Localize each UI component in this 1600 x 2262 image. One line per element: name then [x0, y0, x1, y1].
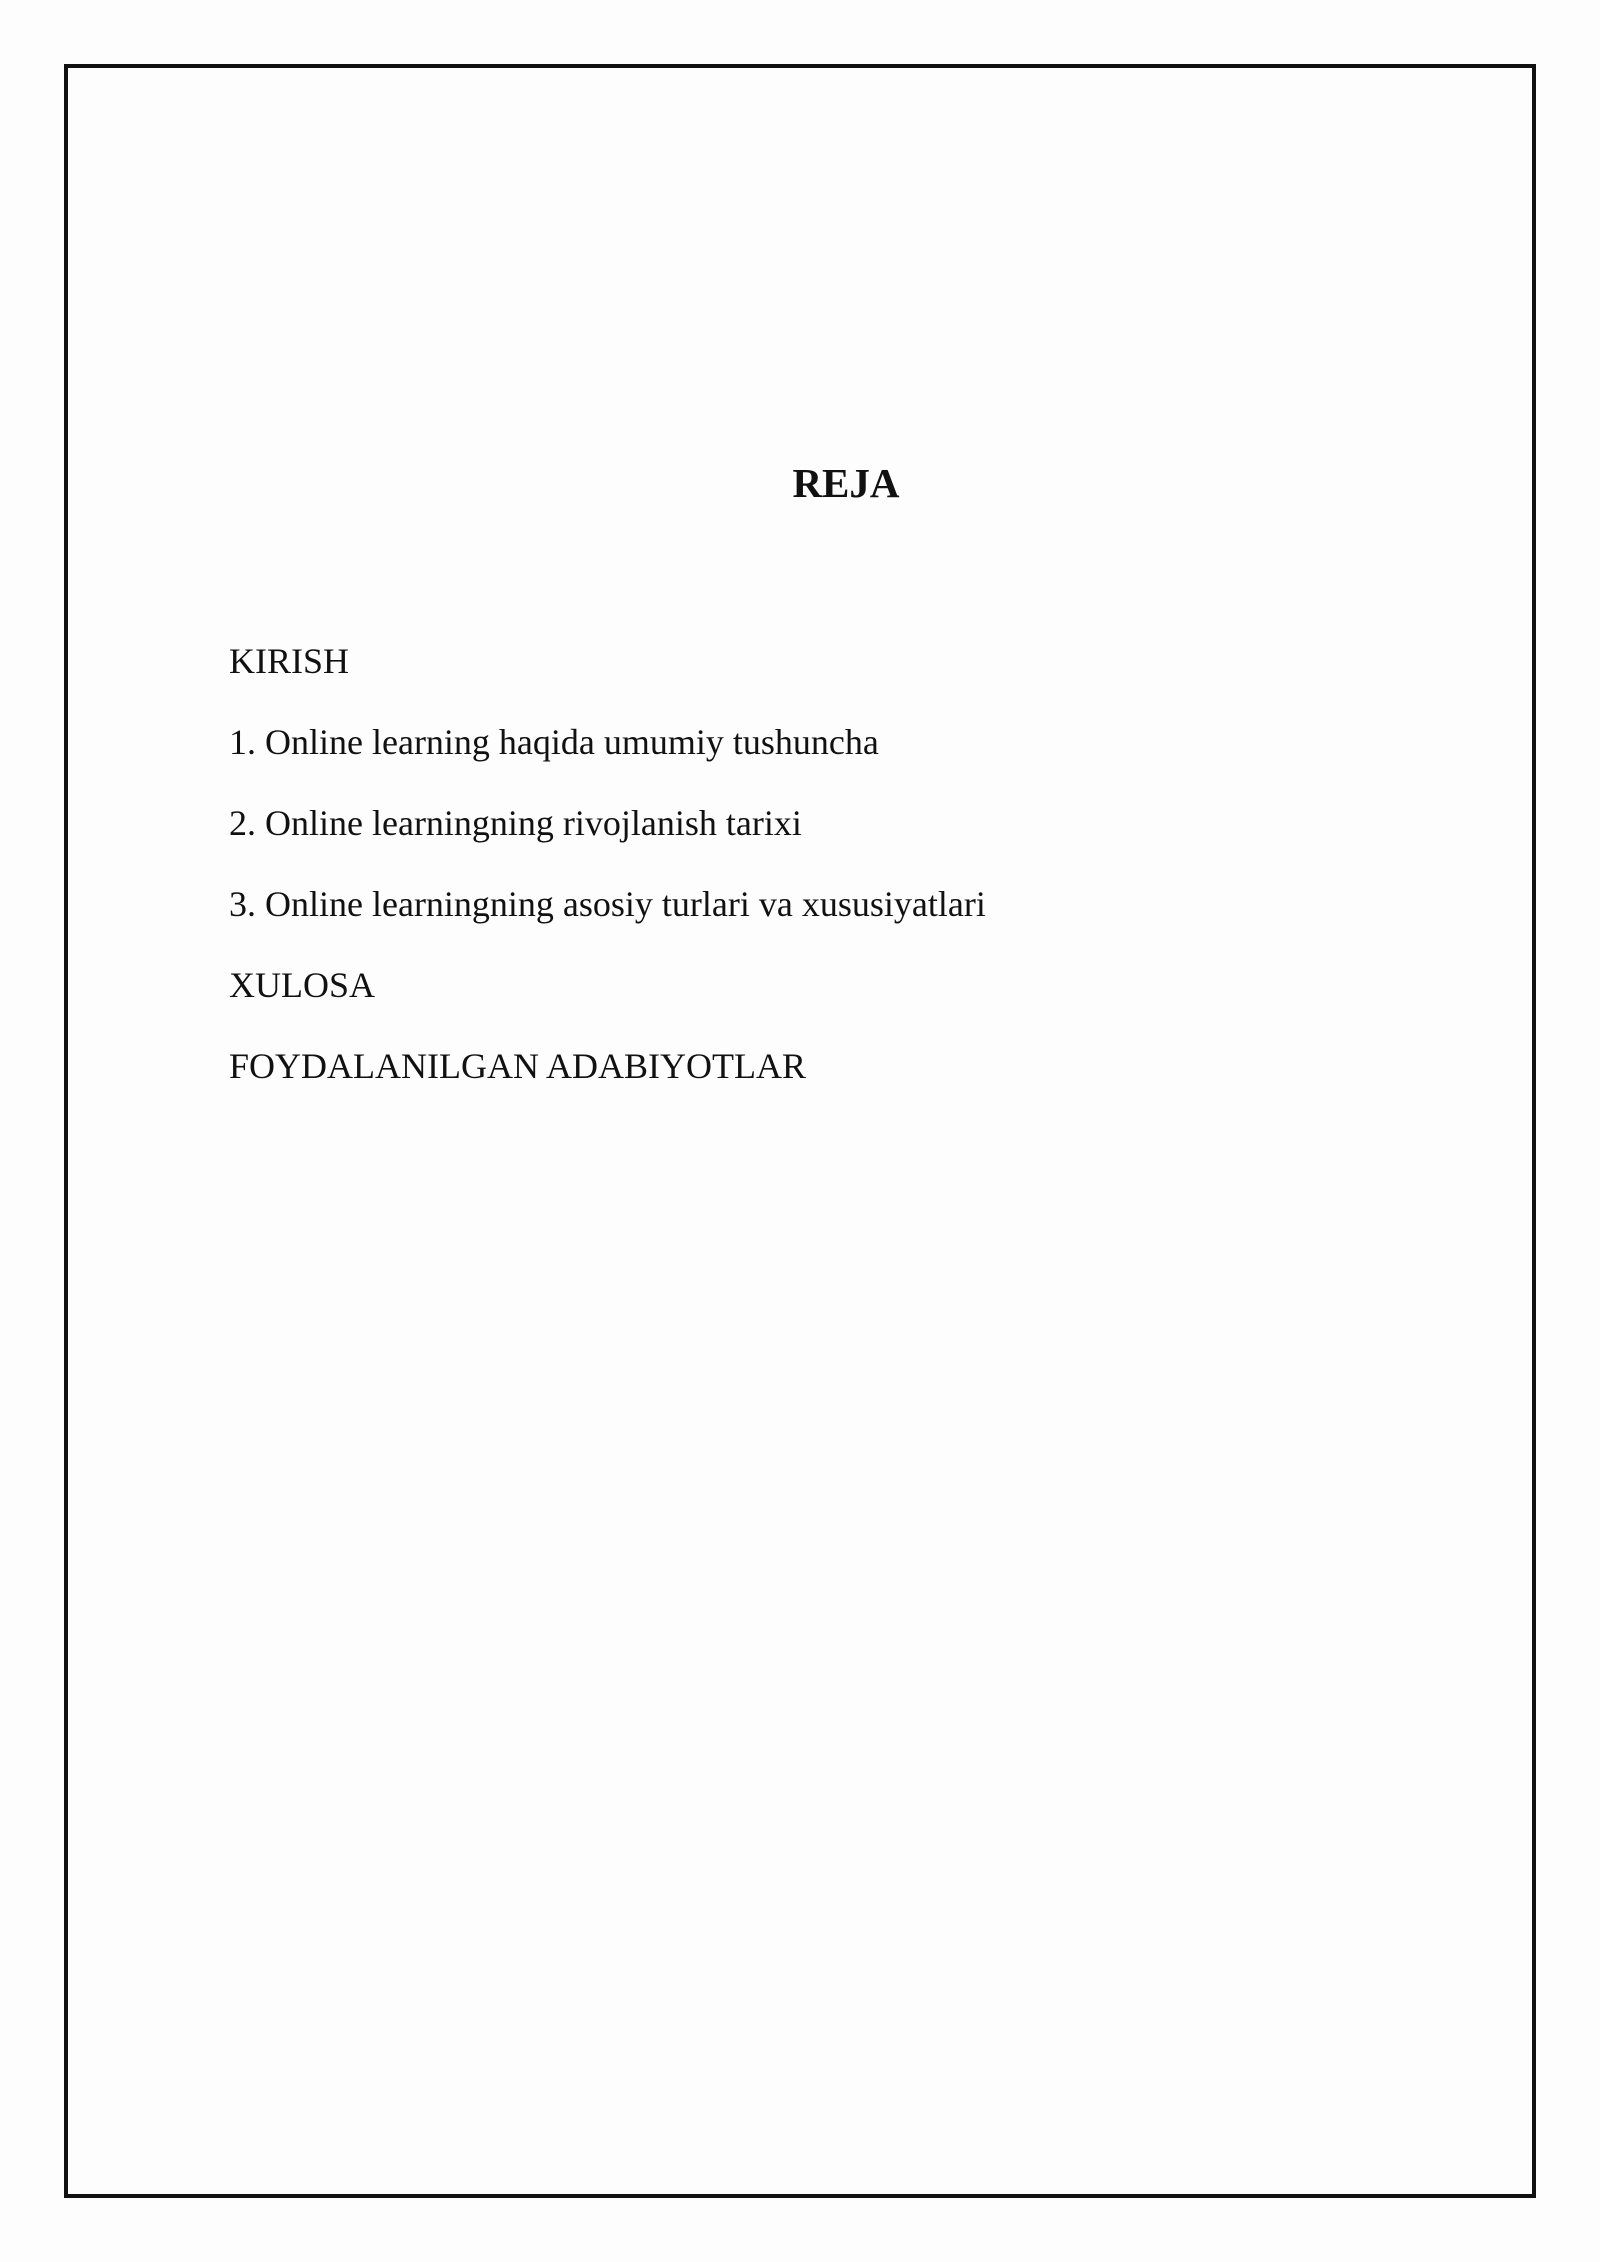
- toc-item-section-2: 2. Online learningning rivojlanish tarixi: [229, 803, 802, 843]
- toc-item-section-3: 3. Online learningning asosiy turlari va xususiyatlari: [229, 884, 986, 924]
- page-border: [64, 64, 1536, 2198]
- toc-item-xulosa: XULOSA: [229, 965, 376, 1005]
- table-of-contents: [229, 640, 986, 1126]
- toc-item-references: FOYDALANILGAN ADABIYOTLAR: [229, 1046, 806, 1086]
- page-title: REJA: [792, 460, 900, 506]
- toc-item-section-1: 1. Online learning haqida umumiy tushuncha: [229, 722, 879, 762]
- toc-item-kirish: KIRISH: [229, 641, 350, 681]
